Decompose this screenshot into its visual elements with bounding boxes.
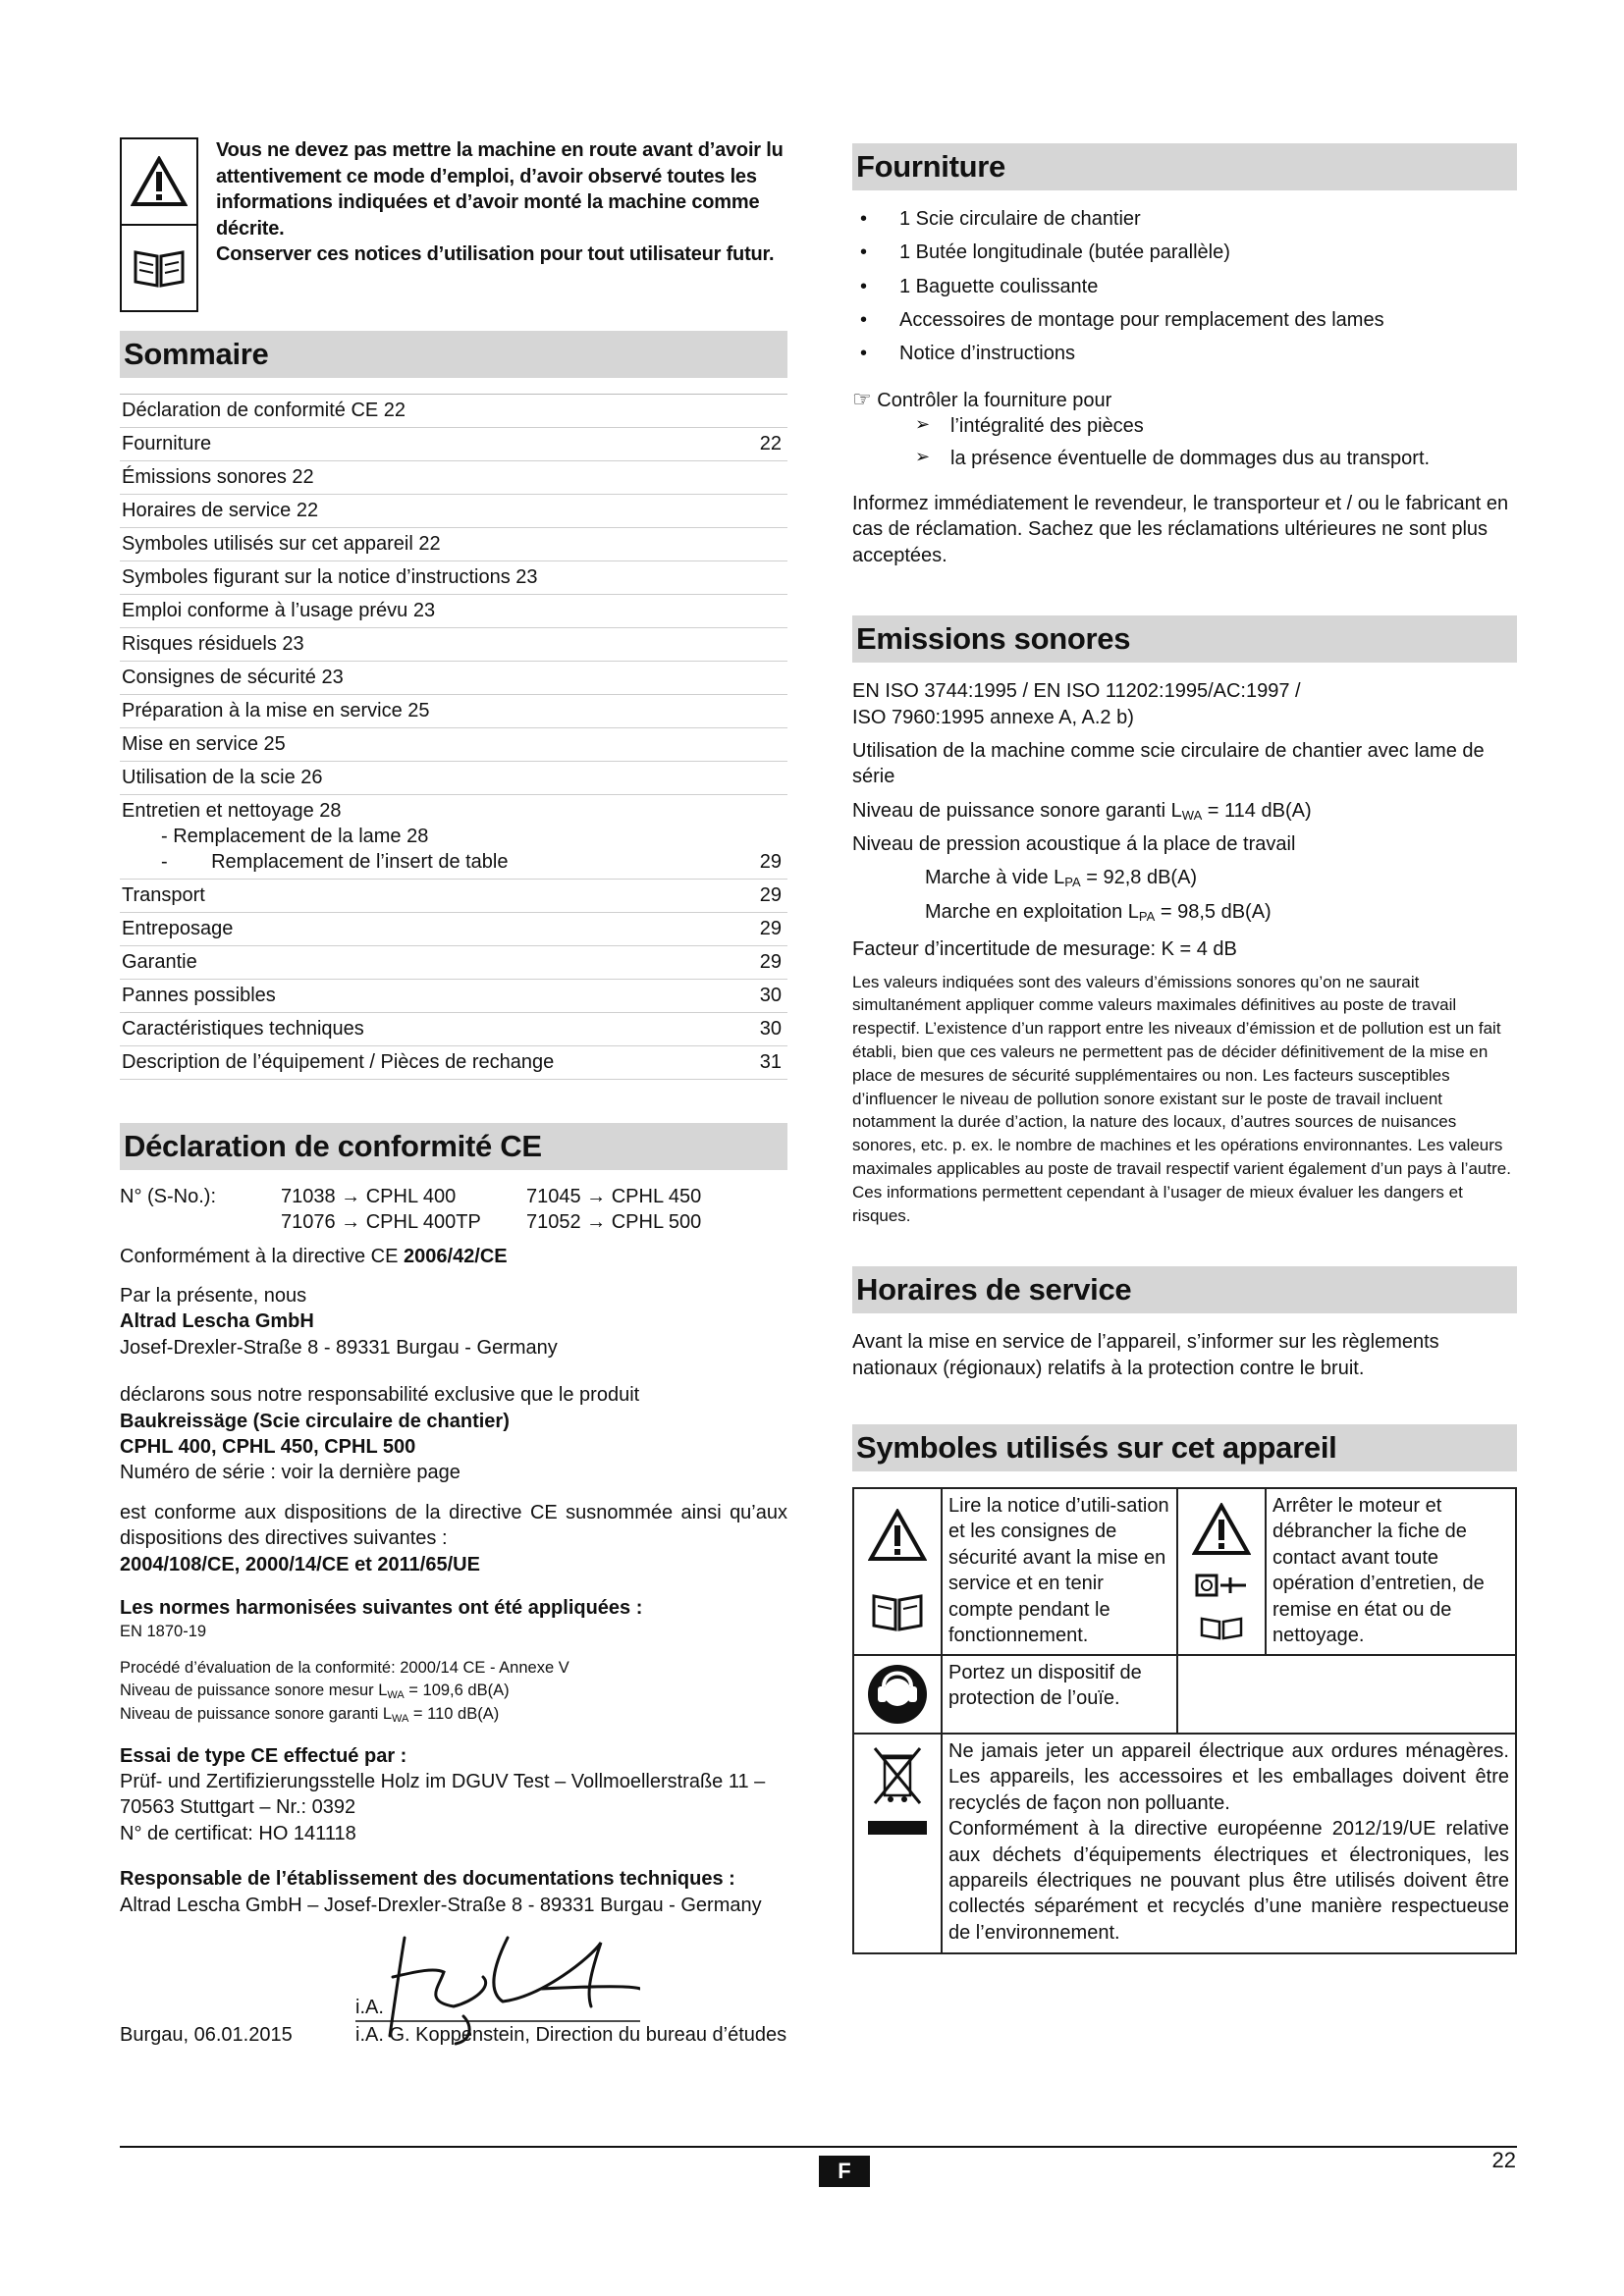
page-number: 22: [1491, 2148, 1516, 2172]
toc-row: Mise en service 25: [120, 728, 787, 762]
weee-text: Ne jamais jeter un appareil électrique aux ordures ménagères. Les appareils, les accessoires et les emballages doivent être recyclés de façon non polluante. Conformément à la directive européenne 2012/19/UE relative aux déchets d’équipements électriques et électroniques, les appareils électriques ne pouvant plus être utilisés doivent être collectés séparément et recyclés d’une manière respectueuse de l’environnement.: [948, 1739, 1509, 1944]
table-of-contents: [120, 394, 787, 1080]
signature-area: [120, 1918, 787, 2048]
manual-book-icon: [1199, 1615, 1244, 1640]
fourniture-item: • Notice d’instructions: [852, 341, 1517, 366]
plug-icon: [1195, 1572, 1248, 1599]
fourniture-inform: Informez immédiatement le revendeur, le transporteur et / ou le fabricant en cas de réclamation. Sachez que les réclamations ultérieures ne sont plus acceptées.: [852, 493, 1509, 566]
fourniture-item: • Accessoires de montage pour remplacement des lames: [852, 307, 1517, 333]
ia-label: i.A.: [355, 1997, 384, 2018]
pointing-hand-icon: ☞: [852, 386, 872, 411]
read-manual-icons: [854, 1489, 943, 1654]
footer-rule: [120, 2146, 1517, 2148]
warning-block: [120, 137, 787, 319]
warning-triangle-icon: [122, 139, 196, 226]
check-line: ☞ Contrôler la fourniture pour: [852, 386, 1112, 411]
toc-row: Caractéristiques techniques 30: [120, 1013, 787, 1046]
warning-triangle-icon: [868, 1509, 927, 1562]
symbols-table: [852, 1487, 1517, 1954]
place-date: Burgau, 06.01.2015: [120, 2024, 293, 2046]
toc-row: Fourniture 22: [120, 428, 787, 461]
declaration-heading: Déclaration de conformité CE: [120, 1123, 787, 1170]
sommaire-heading: Sommaire: [120, 331, 787, 378]
toc-row: Déclaration de conformité CE 22: [120, 395, 787, 428]
ear-protection-text: Portez un dispositif de protection de l’ouïe.: [943, 1656, 1178, 1733]
right-column: Fourniture • 1 Scie circulaire de chantier • 1 Butée longitudinale (butée parallèle) • 1 Baguette coulissante • Accessoires de montage pour remplacement des lames • Notice d’instructions ☞ Contrôler la fourniture pour ➢ l’intégralité des pièces ➢ la présence éventuelle de dommages dus au transport. Informez immédiatement le revendeur, le transporteur et / ou le fabricant en cas de réclamation. Sachez que les réclamations ultérieures ne sont plus acceptées. Emissions sonores EN ISO 3744:1995 / EN ISO 11202:1995/AC:1997 / ISO 7960:1995 annexe A, A.2 b) Utilisation de la machine comme scie circulaire de chantier avec lame de série Niveau de puissance sonore garanti LWA = 114 dB(A) Niveau de pression acoustique á la place de travail Marche à vide LPA = 92,8 dB(A) Marche en exploitation LPA = 98,5 dB(A) Facteur d’incertitude de mesurage: K = 4 dB Les valeurs indiquées sont des valeurs d’émissions sonores qu’on ne saurait simultanément appliquer comme valeurs maximales définitives au poste de travail respectif. L’existence d’un rapport entre les niveaux d’émission et de pollution est un fait établi, bien que ces valeurs ne permettent pas de décider définitivement de la mise en place de mesures de sécurité supplémentaires ou non. Les facteurs susceptibles d’influencer le niveau de pollution sonore existant sur le poste de travail incluent notamment la durée d’action, la nature des locaux, d’autres sources de nuisances sonores, etc. p. ex. le nombre de machines et les opérations environnantes. Les valeurs maximales applicables au poste de travail respectif varient également d’un pays à l’autre. Ces informations permettent cependant à l’usager de mieux évaluer les dangers et risques. Horaires de service Avant la mise en service de l’appareil, s’informer sur les règlements nationaux (régionaux) relatifs à la protection contre le bruit. Symboles utilisés sur cet appareil Lire la notice d’utili-sation et les consignes de sécurité avant la mise en service et en tenir compte pendant le fonctionnement. Arrêter le moteur et débrancher la fiche de contact avant toute opération d’entretien, de remise en état ou de nettoyage. Portez un dispositif de protection de l’ouïe. Ne jamais jeter un appareil électrique aux ordures ménagères. Les appareils, les accessoires et les emballages doivent être recyclés de façon non polluante. Conformément à la directive européenne 2012/19/UE relative aux déchets d’équipements électriques et électroniques, les appareils électriques ne pouvant plus être utilisés doivent être collectés séparément et recyclés d’une manière respectueuse de l’environnement.: [852, 137, 1517, 1954]
unplug-text: Arrêter le moteur et débrancher la fiche de contact avant toute opération d’entretien, de remise en état ou de nettoyage.: [1272, 1494, 1485, 1646]
warning-line-1: Vous ne devez pas mettre la machine en route avant d’avoir lu attentivement ce mode d’emploi, d’avoir observé toutes les informations indiquées et d’avoir monté la machine comme décrite.: [216, 139, 784, 240]
emissions-note: Les valeurs indiquées sont des valeurs d’émissions sonores qu’on ne saurait simultanément appliquer comme valeurs maximales définitives au poste de travail respectif. L’existence d’un rapport entre les niveaux d’émission et de pollution est un fait établi, bien que ces valeurs ne permettent pas de décider définitivement de la mise en place de mesures de sécurité supplémentaires ou non. Les facteurs susceptibles d’influencer le niveau de pollution sonore existant sur le poste de travail incluent notamment la durée d’action, la nature des locaux, d’autres sources de nuisances sonores, etc. p. ex. le nombre de machines et les opérations environnantes. Les valeurs maximales applicables au poste de travail respectif varient également d’un pays à l’autre. Ces informations permettent cependant à l’usager de mieux évaluer les dangers et risques.: [852, 972, 1511, 1225]
fourniture-item: • 1 Butée longitudinale (butée parallèle): [852, 240, 1517, 265]
fourniture-item: • 1 Scie circulaire de chantier: [852, 206, 1517, 232]
fourniture-item: • 1 Baguette coulissante: [852, 274, 1517, 299]
warning-icons: [120, 137, 198, 312]
signer-name: i.A. G. Koppenstein, Direction du bureau d’études: [355, 2024, 787, 2046]
toc-row: Emploi conforme à l’usage prévu 23: [120, 595, 787, 628]
left-column: [120, 137, 787, 2048]
toc-row: Préparation à la mise en service 25: [120, 695, 787, 728]
black-bar-icon: [868, 1821, 927, 1835]
manual-book-icon: [122, 226, 196, 310]
toc-row: Risques résiduels 23: [120, 628, 787, 662]
crossed-bin-icon: [871, 1744, 924, 1807]
toc-row: Horaires de service 22: [120, 495, 787, 528]
toc-row: Garantie 29: [120, 946, 787, 980]
unplug-icons: [1178, 1489, 1267, 1654]
check-item-1: ➢ l’intégralité des pièces: [852, 413, 1517, 439]
toc-row: Transport 29: [120, 880, 787, 913]
horaires-text: Avant la mise en service de l’appareil, s’informer sur les règlements nationaux (régionaux) relatifs à la protection contre le bruit.: [852, 1331, 1439, 1379]
toc-row: Description de l’équipement / Pièces de rechange 31: [120, 1046, 787, 1080]
toc-row: Symboles figurant sur la notice d’instructions 23: [120, 561, 787, 595]
toc-row-entretien: Entretien et nettoyage 28 - Remplacement de la lame 28 - Remplacement de l’insert de table 29: [120, 795, 787, 880]
warning-line-2: Conserver ces notices d’utilisation pour tout utilisateur futur.: [216, 243, 775, 266]
declaration-body: N° (S-No.): 71038 → CPHL 400 71045 → CPHL 450 71076 → CPHL 400TP 71052 → CPHL 500 Conformément à la directive CE 2006/42/CE Par la présente, nous Altrad Lescha GmbH Josef-Drexler-Straße 8 - 89331 Burgau - Germany déclarons sous notre responsabilité exclusive que le produit Baukreissäge (Scie circulaire de chantier) CPHL 400, CPHL 450, CPHL 500 Numéro de série : voir la dernière page est conforme aux dispositions de la directive CE susnommée ainsi qu’aux dispositions des directives suivantes : 2004/108/CE, 2000/14/CE et 2011/65/UE Les normes harmonisées suivantes ont été appliquées : EN 1870-19 Procédé d’évaluation de la conformité: 2000/14 CE - Annexe V Niveau de puissance sonore mesur LWA = 109,6 dB(A) Niveau de puissance sonore garanti LWA = 110 dB(A) Essai de type CE effectué par : Prüf- und Zertifizierungsstelle Holz im DGUV Test – Vollmoellerstraße 11 – 70563 Stuttgart – Nr.: 0392 N° de certificat: HO 141118 Responsable de l’établissement des documentations techniques : Altrad Lescha GmbH – Josef-Drexler-Straße 8 - 89331 Burgau - Germany i.A. Burgau, 06.01.2015 i.A. G. Koppenstein, Direction du bureau d’études: [120, 1184, 787, 2048]
toc-row: Symboles utilisés sur cet appareil 22: [120, 528, 787, 561]
symboles-heading: Symboles utilisés sur cet appareil: [852, 1424, 1517, 1471]
check-item-2: ➢ la présence éventuelle de dommages dus au transport.: [852, 446, 1517, 471]
read-manual-text: Lire la notice d’utili-sation et les consignes de sécurité avant la mise en service et en tenir compte pendant le fonctionnement.: [943, 1489, 1178, 1654]
weee-icons: [854, 1735, 943, 1952]
manual-book-icon: [869, 1590, 926, 1633]
horaires-heading: Horaires de service: [852, 1266, 1517, 1313]
toc-row: Pannes possibles 30: [120, 980, 787, 1013]
fourniture-heading: Fourniture: [852, 143, 1517, 190]
toc-row: Utilisation de la scie 26: [120, 762, 787, 795]
warning-triangle-icon: [1192, 1503, 1251, 1556]
ear-protection-icon: [854, 1656, 943, 1733]
language-flag: F: [819, 2156, 870, 2187]
fourniture-list: [852, 206, 1517, 367]
toc-row: Entreposage 29: [120, 913, 787, 946]
toc-row: Consignes de sécurité 23: [120, 662, 787, 695]
toc-row: Émissions sonores 22: [120, 461, 787, 495]
emissions-heading: Emissions sonores: [852, 615, 1517, 663]
warning-text: [216, 137, 787, 319]
